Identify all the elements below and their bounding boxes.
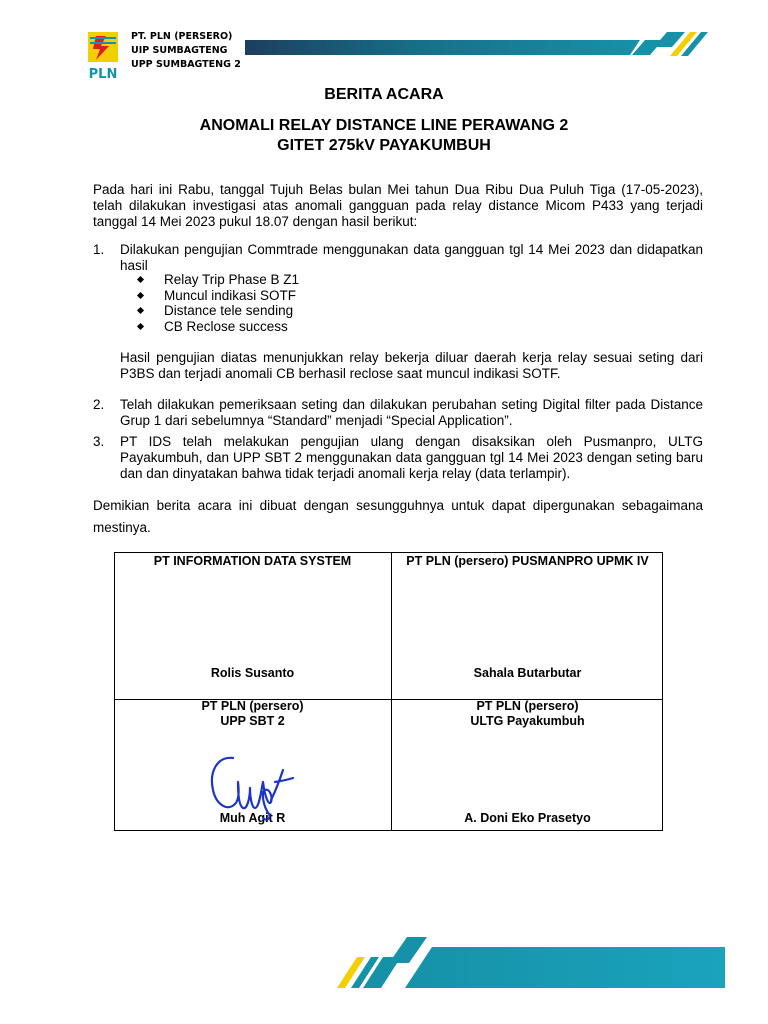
item-2-text: Telah dilakukan pemeriksaan seting dan dilakukan perubahan seting Digital filter pada Distance Grup 1 dari sebelumnya “Standard” menjadi “Special Application”. [120,397,703,428]
item-3-number: 3. [93,434,105,449]
logo-text: PLN [88,67,118,82]
signatory-name-pusmanpro: Sahala Butarbutar [473,666,582,680]
signatory-name-ultg: A. Doni Eko Prasetyo [464,811,591,825]
signatory-org-pusmanpro: PT PLN (persero) PUSMANPRO UPMK IV [406,554,649,568]
table-divider-vertical [391,552,392,831]
signatory-name-ids: Rolis Susanto [210,666,295,680]
company-line-1: PT. PLN (PERSERO) [131,31,233,42]
intro-paragraph: Pada hari ini Rabu, tanggal Tujuh Belas bulan Mei tahun Dua Ribu Dua Puluh Tiga (17-05-2023), telah dilakukan investigasi atas anomali gangguan pada relay distance Micom P433 yang terjadi tanggal 14 Mei 2023 pukul 18.07 dengan hasil berikut: [93,182,703,229]
company-info [131,30,241,72]
document-title: BERITA ACARA [324,86,444,103]
result-bullet-list [135,272,299,334]
company-line-2: UIP SUMBAGTENG [131,45,228,56]
diamond-bullet-icon [137,322,144,329]
bullet-item: Muncul indikasi SOTF [135,288,299,304]
diamond-bullet-icon [137,291,144,298]
signatory-org-ids: PT INFORMATION DATA SYSTEM [153,554,352,568]
diamond-bullet-icon [137,276,144,283]
document-subtitle [0,116,768,156]
item-1-text: Dilakukan pengujian Commtrade menggunakan data gangguan tgl 14 Mei 2023 dan didapatkan hasil [120,242,703,273]
diamond-bullet-icon [137,307,144,314]
header-decoration-band [245,30,715,64]
signatory-org-upp-line2: UPP SBT 2 [220,714,285,728]
signatory-org-upp-line1: PT PLN (persero) [201,699,304,713]
subtitle-line-1: ANOMALI RELAY DISTANCE LINE PERAWANG 2 [199,117,569,134]
pln-logo [82,30,124,82]
subtitle-line-2: GITET 275kV PAYAKUMBUH [277,137,491,154]
handwritten-signature [205,752,295,822]
signature-table [114,552,663,831]
company-line-3: UPP SUMBAGTENG 2 [131,59,241,70]
signatory-org-ultg-line2: ULTG Payakumbuh [470,714,585,728]
bullet-item: Relay Trip Phase B Z1 [135,272,299,288]
footer-decoration-band [335,935,725,990]
item-1-number: 1. [93,242,105,257]
signatory-name-upp: Muh Agit R [219,811,286,825]
bullet-item: CB Reclose success [135,319,299,335]
item-3-text: PT IDS telah melakukan pengujian ulang dengan disaksikan oleh Pusmanpro, ULTG Payakumbuh, dan UPP SBT 2 menggunakan data gangguan tgl 14 Mei 2023 dengan seting baru dan dan dinyatakan bahwa tidak terjadi anomali kerja relay (data terlampir). [120,434,703,481]
closing-paragraph: Demikian berita acara ini dibuat dengan sesungguhnya untuk dapat dipergunakan sebagaimana mestinya. [93,498,703,535]
item-1-conclusion: Hasil pengujian diatas menunjukkan relay bekerja diluar daerah kerja relay sesuai seting dari P3BS dan terjadi anomali CB berhasil reclose saat muncul indikasi SOTF. [120,350,703,381]
bullet-item: Distance tele sending [135,303,299,319]
item-2-number: 2. [93,397,105,412]
signatory-org-ultg-line1: PT PLN (persero) [476,699,579,713]
